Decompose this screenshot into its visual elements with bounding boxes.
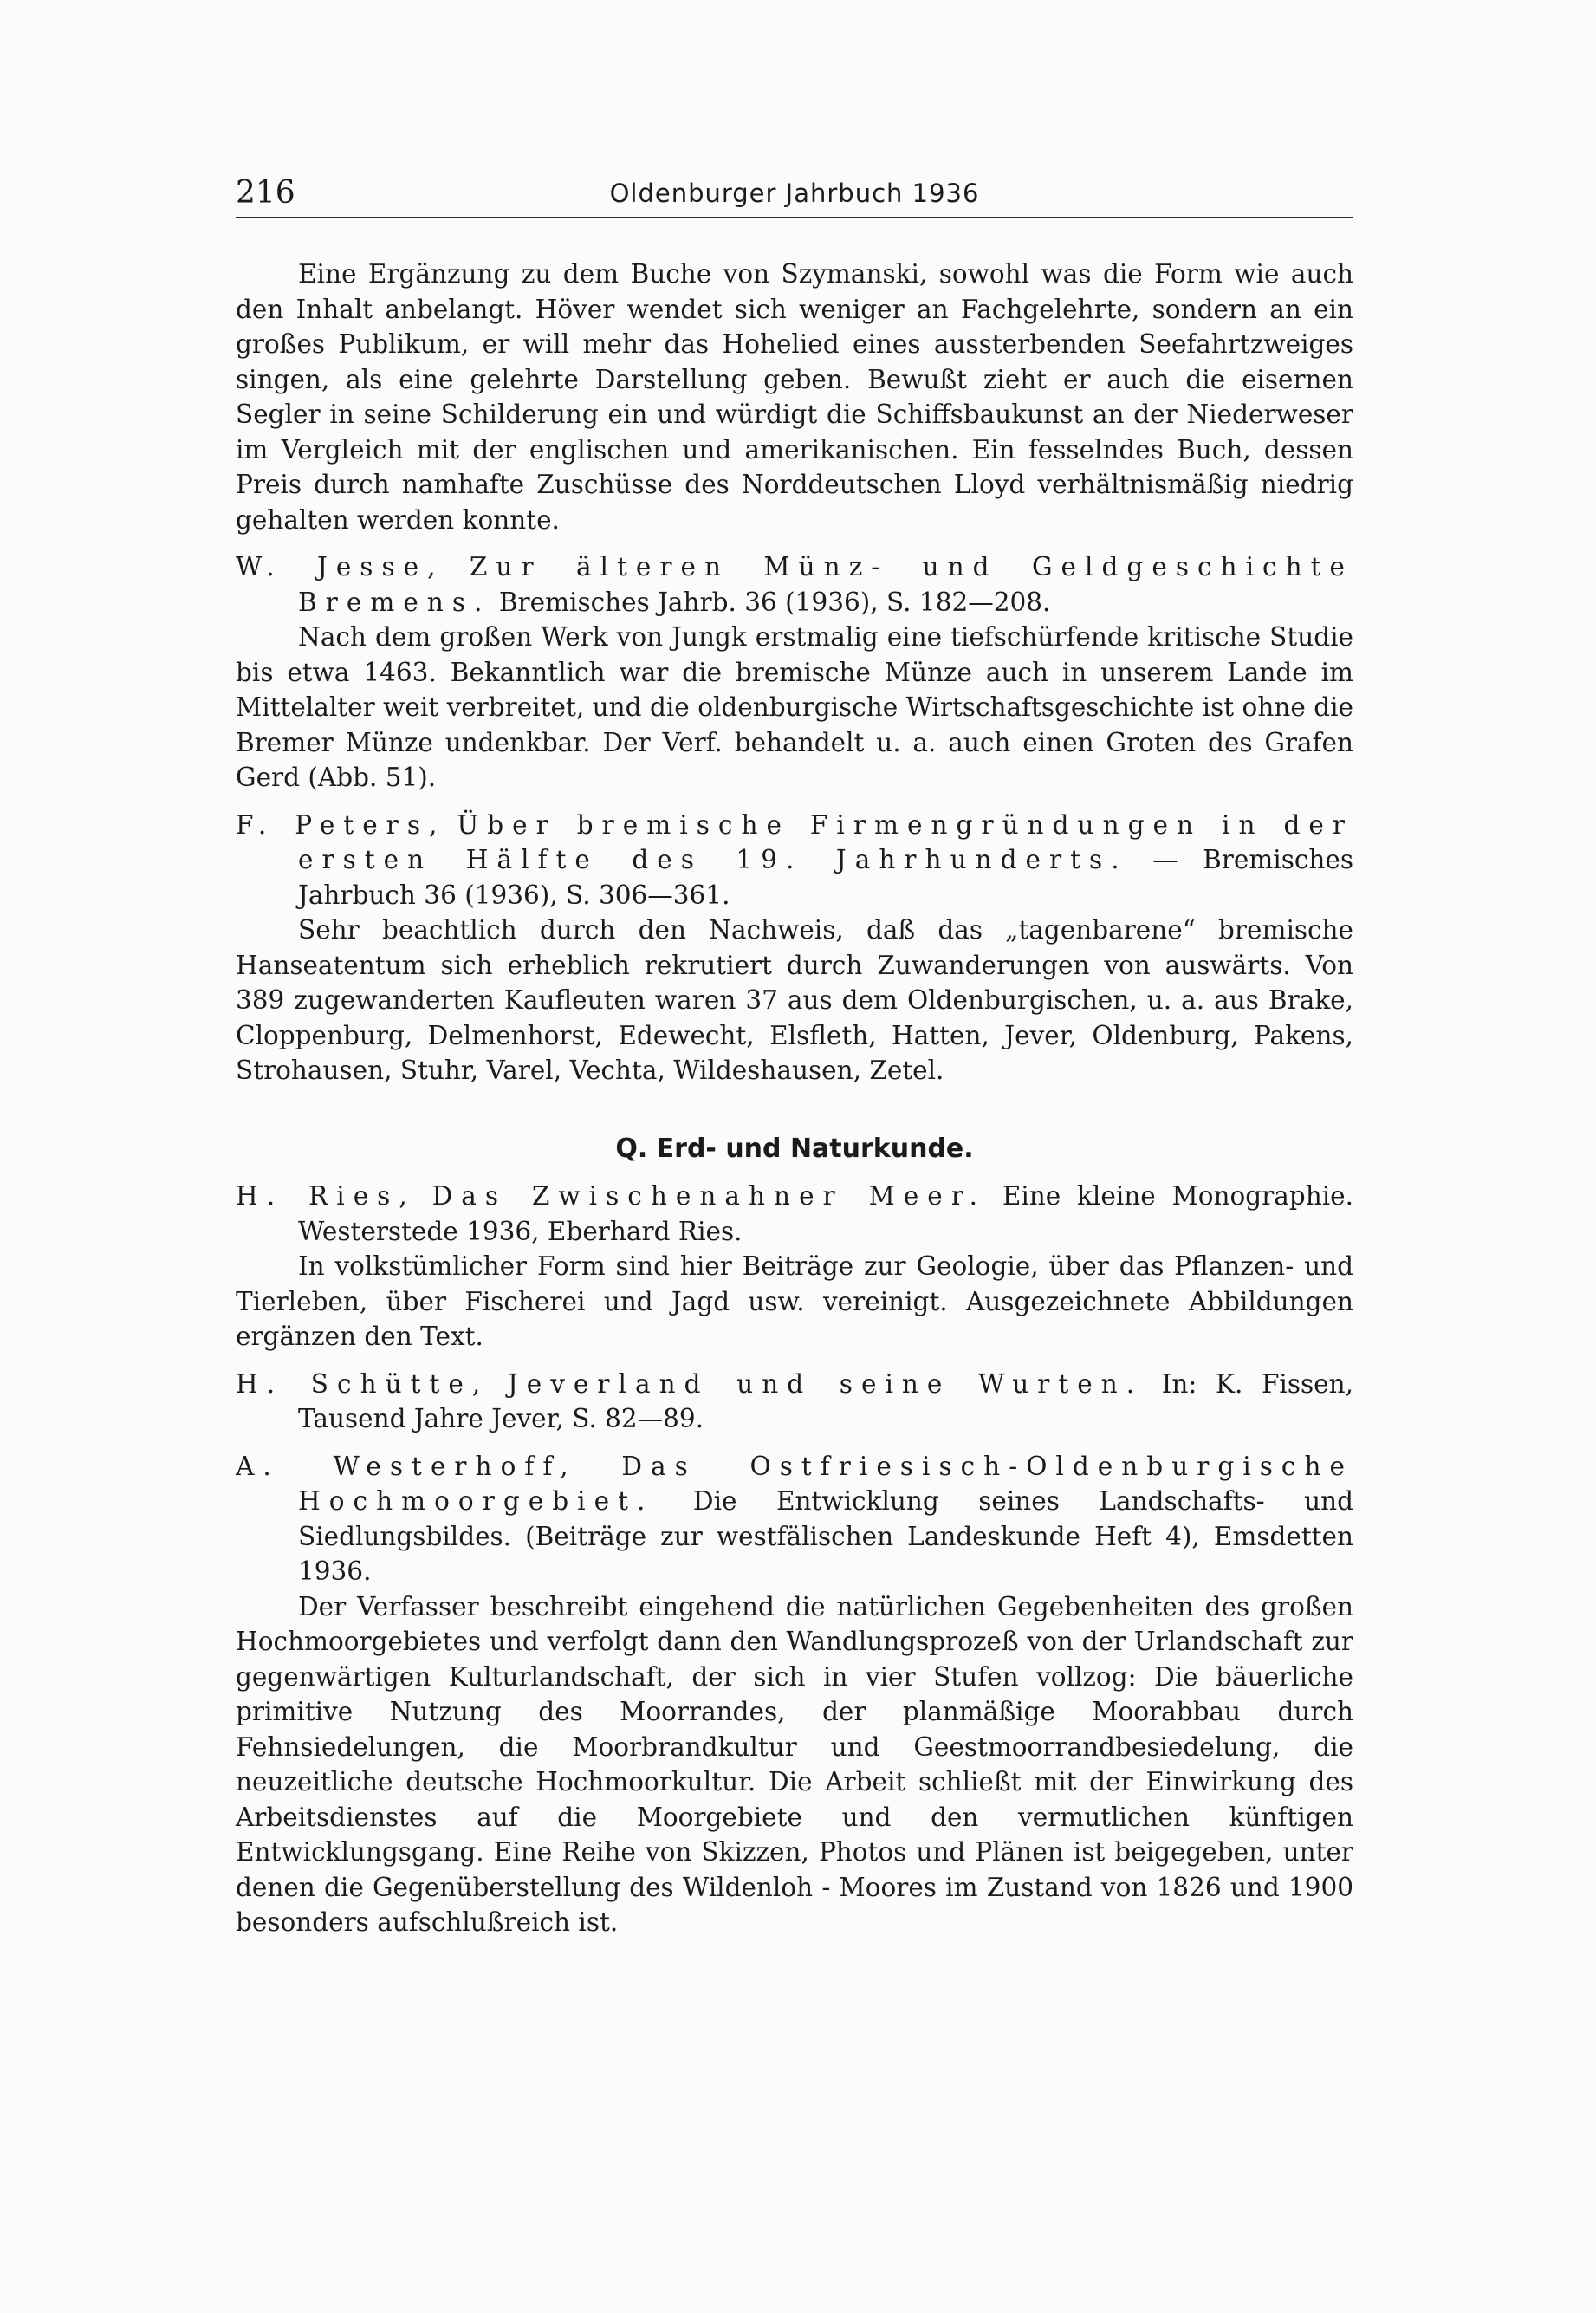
- page-header: [236, 175, 1353, 218]
- entry-citation: In: K. Fissen, Tausend Jahre Jever, S. 82—89.: [298, 1368, 1353, 1433]
- entry-author: H. Ries,: [236, 1181, 416, 1211]
- section-heading: Q. Erd- und Naturkunde.: [615, 1133, 974, 1164]
- entry-review: Der Verfasser beschreibt eingehend die natürlichen Gegebenheiten des großen Hochmoorgebietes und verfolgt dann den Wandlungsprozeß von der Urlandschaft zur gegenwärtigen Kulturlandschaft, der sich in vier Stufen vollzog: Die bäuerliche primitive Nutzung des Moorrandes, der planmäßige Moorabbau durch Fehnsiedelungen, die Moorbrandkultur und Geestmoorrandbesiedelung, die neuzeitliche deutsche Hochmoorkultur. Die Arbeit schließt mit der Einwirkung des Arbeitsdienstes auf die Moorgebiete und den vermutlichen künftigen Entwicklungsgang. Eine Reihe von Skizzen, Photos und Plänen ist beigegeben, unter denen die Gegenüberstellung des Wildenloh - Moores im Zustand von 1826 und 1900 besonders aufschlußreich ist.: [236, 1591, 1353, 1937]
- paragraph: Eine Ergänzung zu dem Buche von Szymanski, sowohl was die Form wie auch den Inhalt anbelangt. Höver wendet sich weniger an Fachgelehrte, sondern an ein großes Publikum, er will mehr das Hohelied eines aussterbenden Seefahrtzweiges singen, als eine gelehrte Darstellung geben. Bewußt zieht er auch die eisernen Segler in seine Schilderung ein und würdigt die Schiffsbaukunst an der Niederweser im Vergleich mit der englischen und amerikanischen. Ein fesselndes Buch, dessen Preis durch namhafte Zuschüsse des Norddeutschen Lloyd verhältnismäßig niedrig gehalten werden konnte.: [236, 259, 1353, 535]
- entry-title: Über bremische Firmengründungen in der ersten Hälfte des 19. Jahrhunderts.: [298, 809, 1353, 874]
- bibliography-entry: [236, 808, 1353, 913]
- bibliography-entry: [236, 1179, 1353, 1249]
- entry-author: F. Peters,: [236, 809, 446, 840]
- entry-review: In volkstümlicher Form sind hier Beiträge zur Geologie, über das Pflanzen- und Tierleben, über Fischerei und Jagd usw. vereinigt. Ausgezeichnete Abbildungen ergänzen den Text.: [236, 1251, 1353, 1351]
- entry-title: Jeverland und seine Wurten.: [507, 1368, 1144, 1399]
- entry-author: A. Westerhoff,: [236, 1451, 577, 1481]
- entry-author: W. Jesse,: [236, 552, 444, 581]
- entry-citation: — Bremisches Jahrbuch 36 (1936), S. 306—361.: [298, 845, 1353, 910]
- entry-author: H. Schütte,: [236, 1368, 490, 1399]
- entry-review: Nach dem großen Werk von Jungk erstmalig eine tiefschürfende kritische Studie bis etwa 1463. Bekanntlich war die bremische Münze auch in unserem Lande im Mittelalter weit verbreitet, und die oldenburgische Wirtschaftsgeschichte ist ohne die Bremer Münze undenkbar. Der Verf. behandelt u. a. auch einen Groten des Grafen Gerd (Abb. 51).: [236, 622, 1353, 792]
- bibliography-entry: [236, 1367, 1353, 1437]
- running-head: Oldenburger Jahrbuch 1936: [609, 179, 980, 208]
- entry-citation: Bremisches Jahrb. 36 (1936), S. 182—208.: [498, 587, 1051, 617]
- bibliography-entry: [236, 1449, 1353, 1589]
- entry-title: Das Zwischenahner Meer.: [431, 1181, 987, 1211]
- entry-citation: Eine kleine Monographie. Westerstede 1936, Eberhard Ries.: [298, 1181, 1353, 1246]
- bibliography-entry: [236, 549, 1353, 620]
- entry-review: Sehr beachtlich durch den Nachweis, daß das „tagenbarene“ bremische Hanseatentum sich erheblich rekrutiert durch Zuwanderungen von auswärts. Von 389 zugewanderten Kaufleuten waren 37 aus dem Oldenburgischen, u. a. aus Brake, Cloppenburg, Delmenhorst, Edewecht, Elsfleth, Hatten, Jever, Oldenburg, Pakens, Strohausen, Stuhr, Varel, Vechta, Wildeshausen, Zetel.: [236, 915, 1353, 1085]
- entry-citation: Die Entwicklung seines Landschafts- und Siedlungsbildes. (Beiträge zur westfälischen Landeskunde Heft 4), Emsdetten 1936.: [298, 1486, 1353, 1586]
- entry-title: Das Ostfriesisch-Oldenburgische Hochmoorgebiet.: [298, 1451, 1353, 1516]
- entry-title: Zur älteren Münz- und Geldgeschichte Bremens.: [298, 552, 1353, 617]
- page-body: [236, 257, 1353, 1940]
- page-number: 216: [236, 175, 295, 211]
